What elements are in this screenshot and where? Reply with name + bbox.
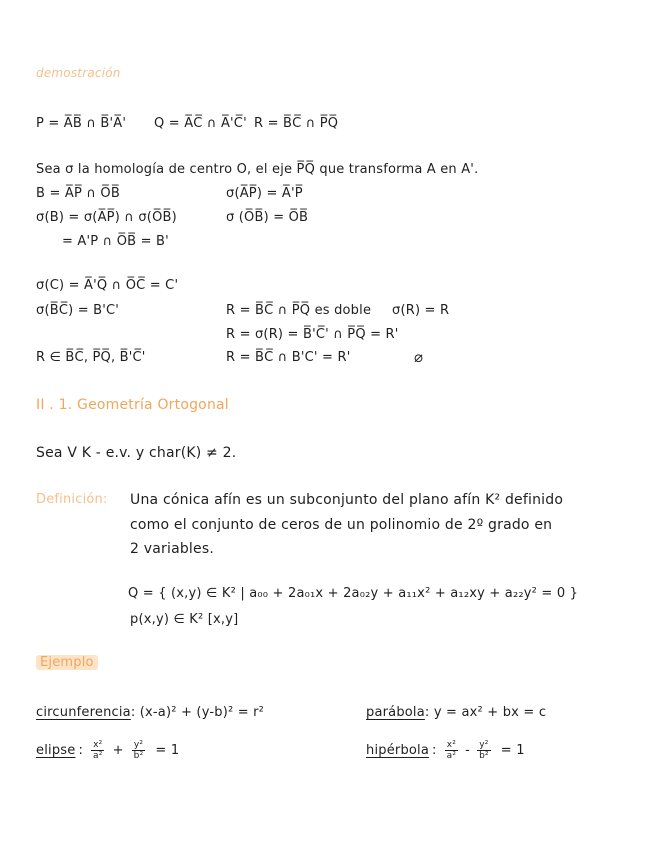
proof-b-prime: = A'P ∩ O̅B̅ = B' xyxy=(62,234,169,249)
elipse-frac-x xyxy=(91,740,105,761)
proof-r-eq1: R = σ(R) = B̅'C̅' ∩ P̅Q̅ = R' xyxy=(226,327,399,342)
proof-sigma-bc: σ(B̅C̅) = B'C' xyxy=(36,303,120,318)
parabola-label: parábola xyxy=(366,705,425,720)
elipse-plus: + xyxy=(112,743,124,758)
proof-r-eq2: R = B̅C̅ ∩ B'C' = R' xyxy=(226,350,351,365)
proof-sigma-r: σ(R) = R xyxy=(392,303,450,318)
proof-sigma-b: σ(B) = σ(A̅P̅) ∩ σ(O̅B̅) xyxy=(36,210,177,225)
q-set-formula: Q = { (x,y) ∈ K² | a₀₀ + 2a₀₁x + 2a₀₂y + a₁₁x² + a₁₂xy + a₂₂y² = 0 } xyxy=(128,586,579,601)
elipse-eq: = 1 xyxy=(155,743,180,758)
circunferencia-row xyxy=(36,705,264,720)
definition-line3: 2 variables. xyxy=(130,541,214,557)
ejemplo-label xyxy=(36,655,98,670)
elipse-den-a: a² xyxy=(93,751,103,761)
elipse-frac-y xyxy=(132,740,146,761)
proof-r-in: R ∈ B̅C̅, P̅Q̅, B̅'C̅' xyxy=(36,350,146,365)
qed-symbol: ⌀ xyxy=(414,348,424,366)
parabola-row xyxy=(366,705,546,720)
hiperbola-den-b: b² xyxy=(479,751,489,761)
hiperbola-den-a: a² xyxy=(446,751,457,761)
hiperbola-minus: - xyxy=(465,743,471,758)
def-q: Q = A̅C̅ ∩ A̅'C̅' xyxy=(154,116,247,131)
proof-sigma-ob: σ (O̅B̅) = O̅B̅ xyxy=(226,210,309,225)
hiperbola-label: hipérbola xyxy=(366,743,430,758)
hiperbola-row xyxy=(366,740,525,761)
proof-intro: Sea σ la homología de centro O, el eje P̅Q̅ que transforma A en A'. xyxy=(36,162,479,177)
p-definition: p(x,y) ∈ K² [x,y] xyxy=(130,612,239,627)
proof-r-double: R = B̅C̅ ∩ P̅Q̅ es doble xyxy=(226,303,372,318)
circunferencia-eq: : (x-a)² + (y-b)² = r² xyxy=(130,705,265,720)
parabola-eq: : y = ax² + bx = c xyxy=(424,705,547,720)
definition-line2: como el conjunto de ceros de un polinomio de 2º grado en xyxy=(130,517,553,533)
proof-b-def: B = A̅P̅ ∩ O̅B̅ xyxy=(36,186,120,201)
definition-label: Definición: xyxy=(36,492,108,507)
section-title: II . 1. Geometría Ortogonal xyxy=(36,397,229,413)
elipse-label: elipse xyxy=(36,743,76,758)
proof-sigma-ap: σ(A̅P̅) = A̅'P̅ xyxy=(226,186,303,201)
hiperbola-eq: = 1 xyxy=(500,743,525,758)
hiperbola-sep: : xyxy=(432,743,437,758)
section-sea: Sea V K - e.v. y char(K) ≠ 2. xyxy=(36,445,237,461)
elipse-sep: : xyxy=(78,743,84,758)
definition-line1: Una cónica afín es un subconjunto del plano afín K² definido xyxy=(130,492,564,508)
ejemplo-highlight: Ejemplo xyxy=(36,655,98,670)
elipse-num-y: y² xyxy=(133,740,144,750)
def-p: P = A̅B̅ ∩ B̅'A̅' xyxy=(36,116,127,131)
hiperbola-frac-x xyxy=(445,740,459,761)
circunferencia-label: circunferencia xyxy=(36,705,131,720)
elipse-den-b: b² xyxy=(133,751,144,761)
elipse-row xyxy=(36,740,179,761)
proof-sigma-c: σ(C) = A̅'Q̅ ∩ O̅C̅ = C' xyxy=(36,278,179,293)
elipse-num-x: x² xyxy=(93,740,103,750)
hiperbola-num-y: y² xyxy=(479,740,489,750)
hiperbola-num-x: x² xyxy=(446,740,457,750)
hiperbola-frac-y xyxy=(477,740,491,761)
demostracion-heading: demostración xyxy=(36,66,121,80)
def-r: R = B̅C̅ ∩ P̅Q̅ xyxy=(254,116,339,131)
